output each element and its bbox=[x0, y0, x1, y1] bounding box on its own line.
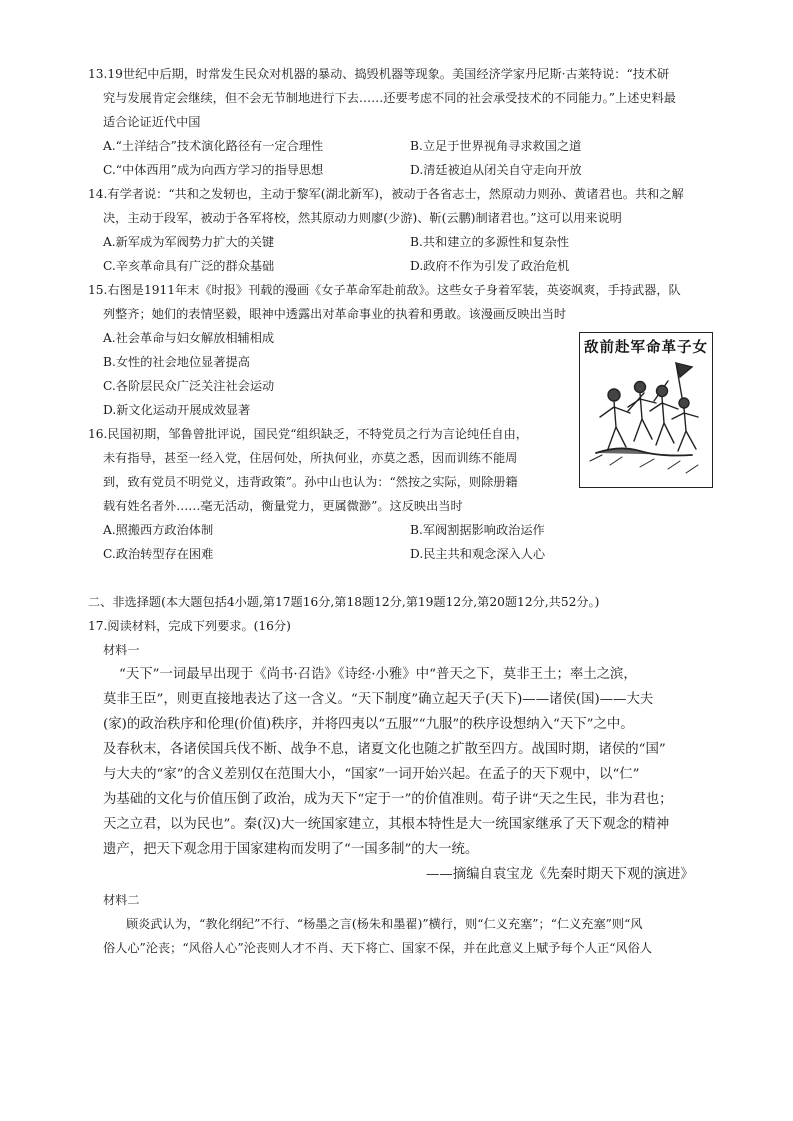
material1-line-1: “天下”一词最早出现于《尚书·召诰》《诗经·小雅》中“普天之下，莫非王土；率土之滨， bbox=[119, 667, 637, 682]
q16-option-d: D.民主共和观念深入人心 bbox=[410, 547, 546, 561]
q15-option-b: B.女性的社会地位显著提高 bbox=[103, 355, 250, 369]
q15-stem-line-1: 15.右图是1911年末《时报》刊载的漫画《女子革命军赴前敌》。这些女子身着军装，英姿飒爽，手持武器，队 bbox=[88, 283, 681, 297]
cartoon-title: 敌前赴军命革子女 bbox=[584, 340, 708, 356]
q13-option-c: C.“中体西用”成为向西方学习的指导思想 bbox=[103, 163, 324, 177]
q13-option-b: B.立足于世界视角寻求救国之道 bbox=[410, 139, 582, 153]
cartoon-illustration bbox=[579, 332, 713, 488]
q15-stem-line-2: 列整齐；她们的表情坚毅，眼神中透露出对革命事业的执着和勇敢。该漫画反映出当时 bbox=[103, 307, 567, 321]
q15-option-c: C.各阶层民众广泛关注社会运动 bbox=[103, 379, 275, 393]
q13-option-d: D.清廷被迫从闭关自守走向开放 bbox=[410, 163, 582, 177]
material1-line-3: (家)的政治秩序和伦理(价值)秩序，并将四夷以“五服”“九服”的秩序设想纳入“天下”之中。 bbox=[103, 717, 634, 732]
q13-option-a: A.“土洋结合”技术演化路径有一定合理性 bbox=[103, 139, 324, 153]
q16-stem-line-2: 未有指导，甚至一经入党，住居何处，所执何业，亦莫之悉，因而训练不能周 bbox=[103, 451, 518, 465]
q13-stem-line-3: 适合论证近代中国 bbox=[103, 115, 201, 129]
q16-option-c: C.政治转型存在困难 bbox=[103, 547, 214, 561]
q14-option-a: A.新军成为军阀势力扩大的关键 bbox=[103, 235, 275, 249]
material1-line-2: 莫非王臣”，则更直接地表达了这一含义。“天下制度”确立起天子(天下)——诸侯(国)——大夫 bbox=[103, 692, 654, 707]
material1-line-8: 遗产，把天下观念用于国家建构而发明了“一国多制”的大一统。 bbox=[103, 842, 479, 857]
section-heading: 二、非选择题(本大题包括4小题,第17题16分,第18题12分,第19题12分,第20题12分,共52分。) bbox=[88, 595, 600, 609]
material2-label: 材料二 bbox=[103, 893, 140, 907]
q14-stem-line-2: 决，主动于段军，被动于各军将校，然其原动力则廖(少游)、靳(云鹏)制诸君也。”这可以用来说明 bbox=[103, 211, 622, 225]
q13-stem-line-2: 究与发展肯定会继续，但不会无节制地进行下去……还要考虑不同的社会承受技术的不同能力。”上述史料最 bbox=[103, 91, 676, 105]
q14-option-c: C.辛亥革命具有广泛的群众基础 bbox=[103, 259, 275, 273]
material1-line-5: 与大夫的“家”的含义差别仅在范围大小，“国家”一词开始兴起。在孟子的天下观中，以“仁” bbox=[103, 767, 640, 782]
q16-option-b: B.军阀割据影响政治运作 bbox=[410, 523, 545, 537]
material1-label: 材料一 bbox=[103, 643, 140, 657]
q16-stem-line-4: 载有姓名者外……毫无活动，衡量党力，更属微渺”。这反映出当时 bbox=[103, 499, 463, 513]
material2-line-1: 顾炎武认为，“教化纲纪”不行、“杨墨之言(杨朱和墨翟)”横行，则“仁义充塞”；“仁义充塞”则“风 bbox=[126, 917, 643, 931]
q14-option-b: B.共和建立的多源性和复杂性 bbox=[410, 235, 570, 249]
cartoon-drawing bbox=[580, 357, 712, 487]
material2-line-2: 俗人心”沦丧；“风俗人心”沦丧则人才不肖、天下将亡、国家不保，并在此意义上赋予每个人正“风俗人 bbox=[103, 941, 652, 955]
q15-option-a: A.社会革命与妇女解放相辅相成 bbox=[103, 331, 275, 345]
material1-source: ——摘编自袁宝龙《先秦时期天下观的演进》 bbox=[426, 867, 694, 882]
q16-stem-line-1: 16.民国初期，邹鲁曾批评说，国民党“组织缺乏，不特党员之行为言论纯任自由， bbox=[88, 427, 528, 441]
material1-line-7: 天之立君，以为民也”。秦(汉)大一统国家建立，其根本特性是大一统国家继承了天下观念的精神 bbox=[103, 817, 670, 832]
q17-title: 17.阅读材料，完成下列要求。(16分) bbox=[88, 619, 291, 633]
q14-option-d: D.政府不作为引发了政治危机 bbox=[410, 259, 570, 273]
q15-option-d: D.新文化运动开展成效显著 bbox=[103, 403, 251, 417]
q16-stem-line-3: 到，致有党员不明党义，违背政策”。孙中山也认为：“然按之实际，则除册籍 bbox=[103, 475, 518, 489]
material1-line-6: 为基础的文化与价值压倒了政治，成为天下“定于一”的价值准则。荀子讲“天之生民，非为君也； bbox=[103, 792, 673, 807]
q13-stem-line-1: 13.19世纪中后期，时常发生民众对机器的暴动、捣毁机器等现象。美国经济学家丹尼斯·古莱特说：“技术研 bbox=[88, 67, 670, 81]
q14-stem-line-1: 14.有学者说：“共和之发轫也，主动于黎军(湖北新军)，被动于各省志士，然原动力则孙、黄诸君也。共和之解 bbox=[88, 187, 684, 201]
q16-option-a: A.照搬西方政治体制 bbox=[103, 523, 214, 537]
material1-line-4: 及春秋末，各诸侯国兵伐不断、战争不息，诸夏文化也随之扩散至四方。战国时期，诸侯的“国” bbox=[103, 742, 666, 757]
